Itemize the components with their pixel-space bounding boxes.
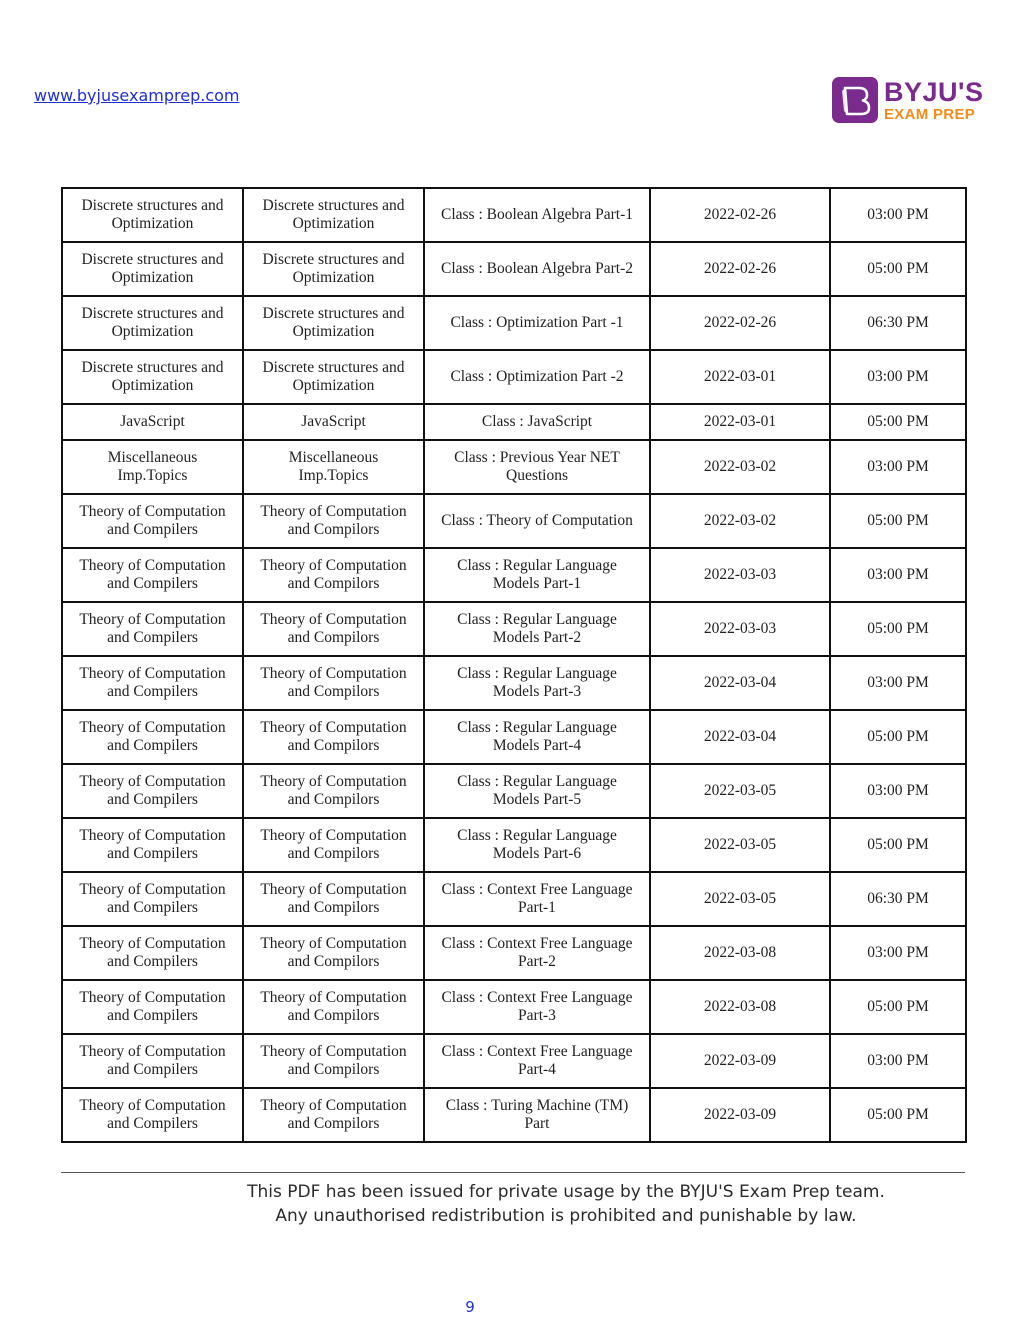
topic-cell: Theory of Computation and Compilors [243, 710, 424, 764]
subject-cell: Discrete structures and Optimization [62, 242, 243, 296]
table-row [62, 602, 966, 656]
class-schedule-table [61, 187, 967, 1143]
class-title-cell: Class : Optimization Part -1 [424, 296, 650, 350]
topic-cell: Theory of Computation and Compilors [243, 494, 424, 548]
subject-cell: Discrete structures and Optimization [62, 296, 243, 350]
topic-cell: Miscellaneous Imp.Topics [243, 440, 424, 494]
date-cell: 2022-02-26 [650, 188, 830, 242]
class-title-cell: Class : Context Free Language Part-1 [424, 872, 650, 926]
class-title-cell: Class : Boolean Algebra Part-2 [424, 242, 650, 296]
time-cell: 03:00 PM [830, 926, 966, 980]
time-cell: 06:30 PM [830, 872, 966, 926]
topic-cell: Theory of Computation and Compilors [243, 656, 424, 710]
table-row [62, 440, 966, 494]
subject-cell: Theory of Computation and Compilers [62, 710, 243, 764]
time-cell: 05:00 PM [830, 710, 966, 764]
class-title-cell: Class : Turing Machine (TM) Part [424, 1088, 650, 1142]
time-cell: 03:00 PM [830, 440, 966, 494]
byjus-b-logo-icon [832, 77, 878, 123]
date-cell: 2022-03-09 [650, 1088, 830, 1142]
time-cell: 03:00 PM [830, 188, 966, 242]
time-cell: 03:00 PM [830, 764, 966, 818]
time-cell: 05:00 PM [830, 242, 966, 296]
logo-sub-text: EXAM PREP [884, 105, 976, 123]
time-cell: 03:00 PM [830, 656, 966, 710]
class-title-cell: Class : Regular Language Models Part-5 [424, 764, 650, 818]
disclaimer-line-2: Any unauthorised redistribution is prohibited and punishable by law. [275, 1206, 857, 1226]
topic-cell: Theory of Computation and Compilors [243, 548, 424, 602]
subject-cell: Theory of Computation and Compilers [62, 602, 243, 656]
date-cell: 2022-03-01 [650, 350, 830, 404]
class-title-cell: Class : Regular Language Models Part-2 [424, 602, 650, 656]
subject-cell: Discrete structures and Optimization [62, 188, 243, 242]
topic-cell: Theory of Computation and Compilors [243, 602, 424, 656]
table-row [62, 710, 966, 764]
subject-cell: Discrete structures and Optimization [62, 350, 243, 404]
topic-cell: Theory of Computation and Compilors [243, 818, 424, 872]
topic-cell: Discrete structures and Optimization [243, 350, 424, 404]
table-row [62, 404, 966, 440]
subject-cell: Theory of Computation and Compilers [62, 1088, 243, 1142]
time-cell: 03:00 PM [830, 1034, 966, 1088]
table-row [62, 548, 966, 602]
date-cell: 2022-03-03 [650, 548, 830, 602]
date-cell: 2022-03-03 [650, 602, 830, 656]
class-title-cell: Class : Theory of Computation [424, 494, 650, 548]
class-title-cell: Class : Regular Language Models Part-4 [424, 710, 650, 764]
class-title-cell: Class : Optimization Part -2 [424, 350, 650, 404]
table-row [62, 494, 966, 548]
class-title-cell: Class : Context Free Language Part-3 [424, 980, 650, 1034]
class-title-cell: Class : Context Free Language Part-2 [424, 926, 650, 980]
subject-cell: Theory of Computation and Compilers [62, 818, 243, 872]
time-cell: 05:00 PM [830, 818, 966, 872]
date-cell: 2022-03-08 [650, 980, 830, 1034]
topic-cell: Theory of Computation and Compilors [243, 872, 424, 926]
topic-cell: Theory of Computation and Compilors [243, 1088, 424, 1142]
subject-cell: Theory of Computation and Compilers [62, 494, 243, 548]
subject-cell: Theory of Computation and Compilers [62, 980, 243, 1034]
topic-cell: Discrete structures and Optimization [243, 188, 424, 242]
date-cell: 2022-03-02 [650, 494, 830, 548]
time-cell: 05:00 PM [830, 602, 966, 656]
time-cell: 03:00 PM [830, 548, 966, 602]
topic-cell: Theory of Computation and Compilors [243, 980, 424, 1034]
time-cell: 05:00 PM [830, 404, 966, 440]
class-title-cell: Class : Regular Language Models Part-1 [424, 548, 650, 602]
table-row [62, 296, 966, 350]
class-title-cell: Class : Regular Language Models Part-6 [424, 818, 650, 872]
topic-cell: JavaScript [243, 404, 424, 440]
date-cell: 2022-03-09 [650, 1034, 830, 1088]
time-cell: 05:00 PM [830, 980, 966, 1034]
class-title-cell: Class : Boolean Algebra Part-1 [424, 188, 650, 242]
class-title-cell: Class : Regular Language Models Part-3 [424, 656, 650, 710]
logo-brand-text: BYJU'S [884, 76, 984, 107]
class-title-cell: Class : JavaScript [424, 404, 650, 440]
date-cell: 2022-03-01 [650, 404, 830, 440]
table-row [62, 818, 966, 872]
subject-cell: Theory of Computation and Compilers [62, 926, 243, 980]
footer-divider [61, 1172, 965, 1173]
topic-cell: Theory of Computation and Compilors [243, 926, 424, 980]
subject-cell: Theory of Computation and Compilers [62, 548, 243, 602]
time-cell: 06:30 PM [830, 296, 966, 350]
subject-cell: Theory of Computation and Compilers [62, 872, 243, 926]
topic-cell: Discrete structures and Optimization [243, 242, 424, 296]
topic-cell: Theory of Computation and Compilors [243, 764, 424, 818]
date-cell: 2022-03-05 [650, 818, 830, 872]
date-cell: 2022-03-04 [650, 710, 830, 764]
subject-cell: Theory of Computation and Compilers [62, 764, 243, 818]
date-cell: 2022-03-02 [650, 440, 830, 494]
class-title-cell: Class : Context Free Language Part-4 [424, 1034, 650, 1088]
table-row [62, 926, 966, 980]
table-row [62, 1088, 966, 1142]
time-cell: 05:00 PM [830, 494, 966, 548]
table-row [62, 872, 966, 926]
website-link[interactable]: www.byjusexamprep.com [34, 86, 240, 105]
date-cell: 2022-03-08 [650, 926, 830, 980]
disclaimer-line-1: This PDF has been issued for private usage by the BYJU'S Exam Prep team. [247, 1182, 885, 1202]
date-cell: 2022-02-26 [650, 242, 830, 296]
table-row [62, 242, 966, 296]
class-title-cell: Class : Previous Year NET Questions [424, 440, 650, 494]
date-cell: 2022-02-26 [650, 296, 830, 350]
table-row [62, 764, 966, 818]
table-row [62, 980, 966, 1034]
byjus-exam-prep-logo [832, 76, 992, 124]
subject-cell: Theory of Computation and Compilers [62, 656, 243, 710]
topic-cell: Theory of Computation and Compilors [243, 1034, 424, 1088]
date-cell: 2022-03-05 [650, 872, 830, 926]
subject-cell: Miscellaneous Imp.Topics [62, 440, 243, 494]
subject-cell: Theory of Computation and Compilers [62, 1034, 243, 1088]
time-cell: 03:00 PM [830, 350, 966, 404]
date-cell: 2022-03-04 [650, 656, 830, 710]
table-row [62, 350, 966, 404]
table-row [62, 188, 966, 242]
date-cell: 2022-03-05 [650, 764, 830, 818]
time-cell: 05:00 PM [830, 1088, 966, 1142]
footer-disclaimer [180, 1180, 952, 1228]
page-number: 9 [465, 1298, 475, 1316]
table-row [62, 1034, 966, 1088]
topic-cell: Discrete structures and Optimization [243, 296, 424, 350]
table-row [62, 656, 966, 710]
subject-cell: JavaScript [62, 404, 243, 440]
